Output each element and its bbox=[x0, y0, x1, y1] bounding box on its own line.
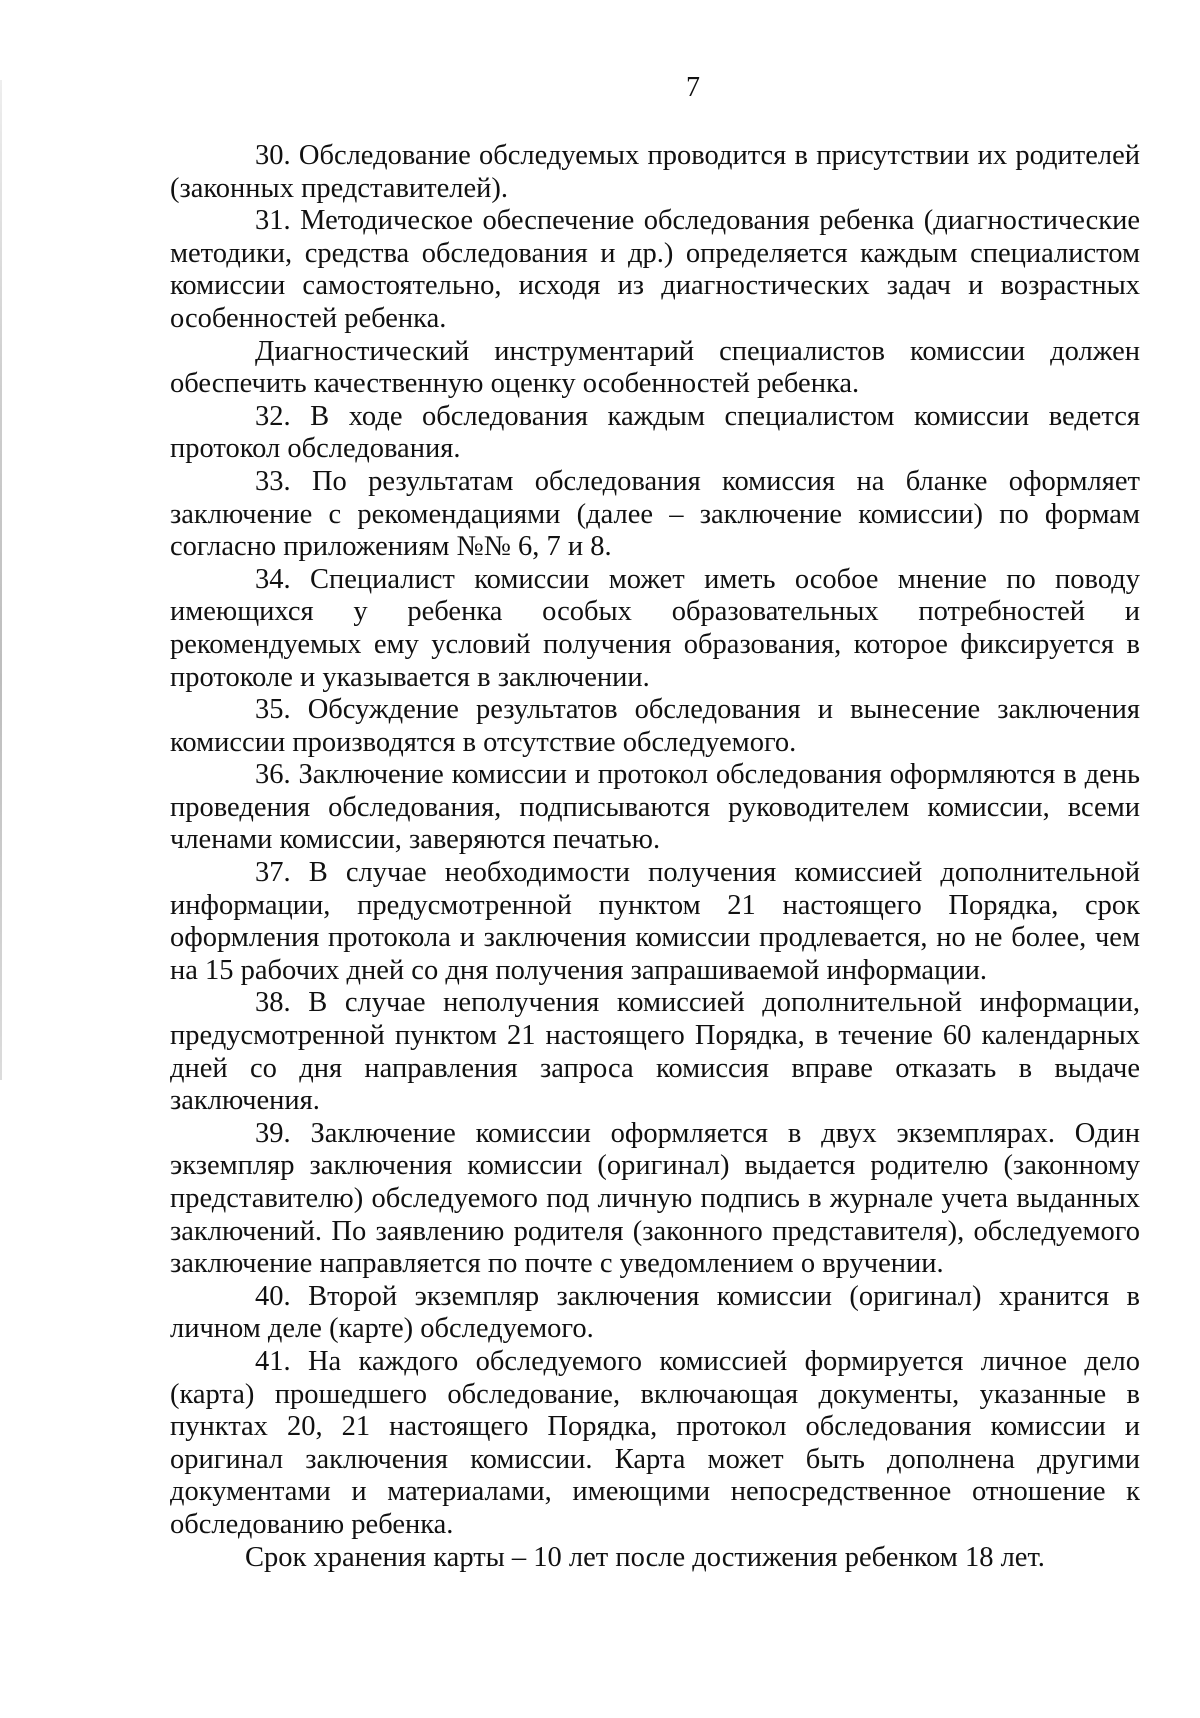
paragraph-39: 39. Заключение комиссии оформляется в двух экземплярах. Один экземпляр заключения комиссии (оригинал) выдается родителю (законному представителю) обследуемого под личную подпись в журнале учета выданных заключений. По заявлению родителя (законного представителя), обследуемого заключение направляется по почте с уведомлением о вручении. bbox=[170, 1117, 1140, 1280]
document-body bbox=[170, 140, 1140, 1574]
paragraph-41-storage-term: Срок хранения карты – 10 лет после достижения ребенком 18 лет. bbox=[245, 1541, 1045, 1573]
paragraph-31: 31. Методическое обеспечение обследования ребенка (диагностические методики, средства обследования и др.) определяется каждым специалистом комиссии самостоятельно, исходя из диагностических задач и возрастных особенностей ребенка. bbox=[170, 205, 1140, 334]
paragraph-33: 33. По результатам обследования комиссия на бланке оформляет заключение с рекомендациями (далее – заключение комиссии) по формам согласно приложениям №№ 6, 7 и 8. bbox=[170, 465, 1140, 563]
paragraph-35: 35. Обсуждение результатов обследования и вынесение заключения комиссии производятся в отсутствие обследуемого. bbox=[170, 694, 1140, 758]
paragraph-34: 34. Специалист комиссии может иметь особое мнение по поводу имеющихся у ребенка особых образовательных потребностей и рекомендуемых ему условий получения образования, которое фиксируется в протоколе и указывается в заключении. bbox=[170, 563, 1140, 693]
paragraph-36: 36. Заключение комиссии и протокол обследования оформляются в день проведения обследования, подписываются руководителем комиссии, всеми членами комиссии, заверяются печатью. bbox=[170, 759, 1140, 856]
scan-edge-shadow bbox=[0, 80, 2, 1080]
paragraph-38: 38. В случае неполучения комиссией дополнительной информации, предусмотренной пунктом 21 настоящего Порядка, в течение 60 календарных дней со дня направления запроса комиссия вправе отказать в выдаче заключения. bbox=[170, 987, 1140, 1117]
paragraph-32: 32. В ходе обследования каждым специалистом комиссии ведется протокол обследования. bbox=[170, 400, 1140, 465]
paragraph-31-diagnostic-toolkit: Диагностический инструментарий специалистов комиссии должен обеспечить качественную оценку особенностей ребенка. bbox=[170, 335, 1140, 400]
paragraph-40: 40. Второй экземпляр заключения комиссии (оригинал) хранится в личном деле (карте) обследуемого. bbox=[170, 1280, 1140, 1345]
paragraph-30: 30. Обследование обследуемых проводится в присутствии их родителей (законных представителей). bbox=[170, 140, 1140, 204]
page-number: 7 bbox=[686, 72, 700, 103]
paragraph-37: 37. В случае необходимости получения комиссией дополнительной информации, предусмотренной пунктом 21 настоящего Порядка, срок оформления протокола и заключения комиссии продлевается, но не более, чем на 15 рабочих дней со дня получения запрашиваемой информации. bbox=[170, 857, 1140, 986]
paragraph-41: 41. На каждого обследуемого комиссией формируется личное дело (карта) прошедшего обследование, включающая документы, указанные в пунктах 20, 21 настоящего Порядка, протокол обследования комиссии и оригинал заключения комиссии. Карта может быть дополнена другими документами и материалами, имеющими непосредственное отношение к обследованию ребенка. bbox=[170, 1345, 1140, 1540]
